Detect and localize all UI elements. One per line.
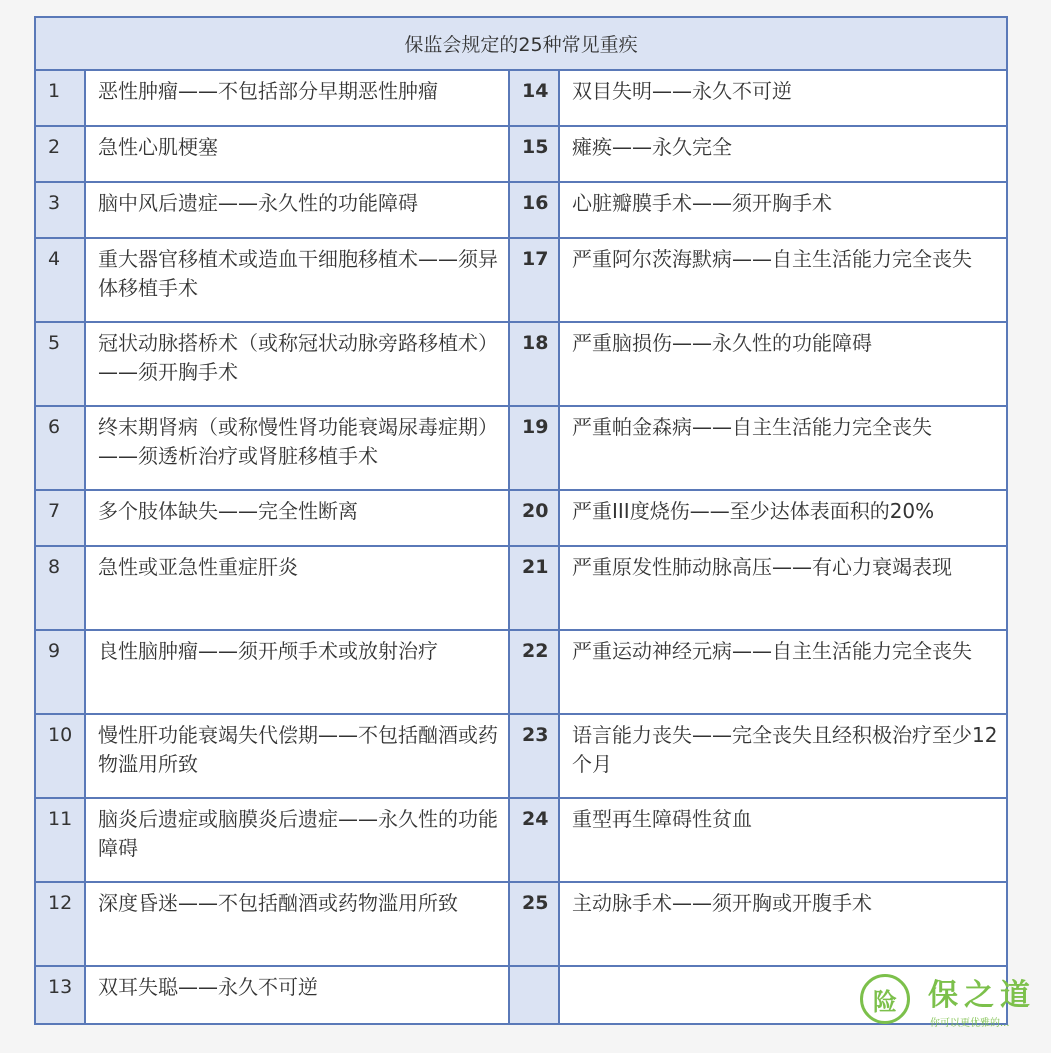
right-number: 20 (510, 491, 560, 545)
left-disease: 急性心肌梗塞 (86, 127, 510, 181)
left-disease: 恶性肿瘤——不包括部分早期恶性肿瘤 (86, 71, 510, 125)
watermark (860, 968, 1040, 1032)
left-disease: 冠状动脉搭桥术（或称冠状动脉旁路移植术）——须开胸手术 (86, 323, 510, 405)
table-body (36, 71, 1006, 1023)
right-number: 16 (510, 183, 560, 237)
right-disease: 重型再生障碍性贫血 (572, 807, 752, 831)
table-row (36, 323, 1006, 407)
table-row (36, 407, 1006, 491)
left-disease: 慢性肝功能衰竭失代偿期——不包括酗酒或药物滥用所致 (86, 715, 510, 797)
left-disease: 急性或亚急性重症肝炎 (86, 547, 510, 629)
left-disease: 终末期肾病（或称慢性肾功能衰竭尿毒症期）——须透析治疗或肾脏移植手术 (86, 407, 510, 489)
right-disease: 瘫痪——永久完全 (572, 135, 732, 159)
left-disease: 脑炎后遗症或脑膜炎后遗症——永久性的功能障碍 (86, 799, 510, 881)
right-number: 15 (510, 127, 560, 181)
left-disease: 多个肢体缺失——完全性断离 (86, 491, 510, 545)
table-row (36, 715, 1006, 799)
right-disease: 严重脑损伤——永久性的功能障碍 (572, 331, 872, 355)
right-disease: 语言能力丧失——完全丧失且经积极治疗至少12个月 (572, 723, 998, 776)
left-number: 4 (36, 239, 86, 321)
table-row (36, 127, 1006, 183)
left-number: 12 (36, 883, 86, 965)
right-disease: 双目失明——永久不可逆 (572, 79, 792, 103)
right-disease: 严重原发性肺动脉高压——有心力衰竭表现 (572, 555, 952, 579)
left-disease: 双耳失聪——永久不可逆 (86, 967, 510, 1023)
left-number: 5 (36, 323, 86, 405)
table-row (36, 631, 1006, 715)
left-disease: 深度昏迷——不包括酗酒或药物滥用所致 (86, 883, 510, 965)
left-number: 10 (36, 715, 86, 797)
left-number: 9 (36, 631, 86, 713)
watermark-logo: 险 (860, 974, 910, 1024)
right-disease: 严重阿尔茨海默病——自主生活能力完全丧失 (572, 247, 972, 271)
left-disease: 良性脑肿瘤——须开颅手术或放射治疗 (86, 631, 510, 713)
table-row (36, 883, 1006, 967)
left-disease: 脑中风后遗症——永久性的功能障碍 (86, 183, 510, 237)
left-number: 11 (36, 799, 86, 881)
right-number: 21 (510, 547, 560, 629)
right-disease: 严重运动神经元病——自主生活能力完全丧失 (572, 639, 972, 663)
right-number: 23 (510, 715, 560, 797)
right-number: 19 (510, 407, 560, 489)
disease-table (34, 16, 1008, 1025)
left-number: 8 (36, 547, 86, 629)
left-number: 13 (36, 967, 86, 1023)
right-disease: 严重III度烧伤——至少达体表面积的20% (572, 499, 935, 523)
right-number: 14 (510, 71, 560, 125)
right-number: 22 (510, 631, 560, 713)
right-number: 24 (510, 799, 560, 881)
right-disease: 主动脉手术——须开胸或开腹手术 (572, 891, 872, 915)
left-number: 3 (36, 183, 86, 237)
left-disease: 重大器官移植术或造血干细胞移植术——须异体移植手术 (86, 239, 510, 321)
right-number: 18 (510, 323, 560, 405)
right-number: 25 (510, 883, 560, 965)
table-title: 保监会规定的25种常见重疾 (36, 18, 1006, 71)
right-disease: 严重帕金森病——自主生活能力完全丧失 (572, 415, 932, 439)
right-disease: 心脏瓣膜手术——须开胸手术 (572, 191, 832, 215)
table-row (36, 547, 1006, 631)
left-number: 1 (36, 71, 86, 125)
table-row (36, 799, 1006, 883)
right-number (510, 967, 560, 1023)
table-row (36, 183, 1006, 239)
watermark-title: 保之道 (928, 978, 1036, 1013)
left-number: 6 (36, 407, 86, 489)
table-row (36, 239, 1006, 323)
table-row (36, 491, 1006, 547)
right-number: 17 (510, 239, 560, 321)
watermark-subtitle: 你可以更优雅的... (930, 1018, 1010, 1029)
left-number: 2 (36, 127, 86, 181)
left-number: 7 (36, 491, 86, 545)
table-row (36, 71, 1006, 127)
